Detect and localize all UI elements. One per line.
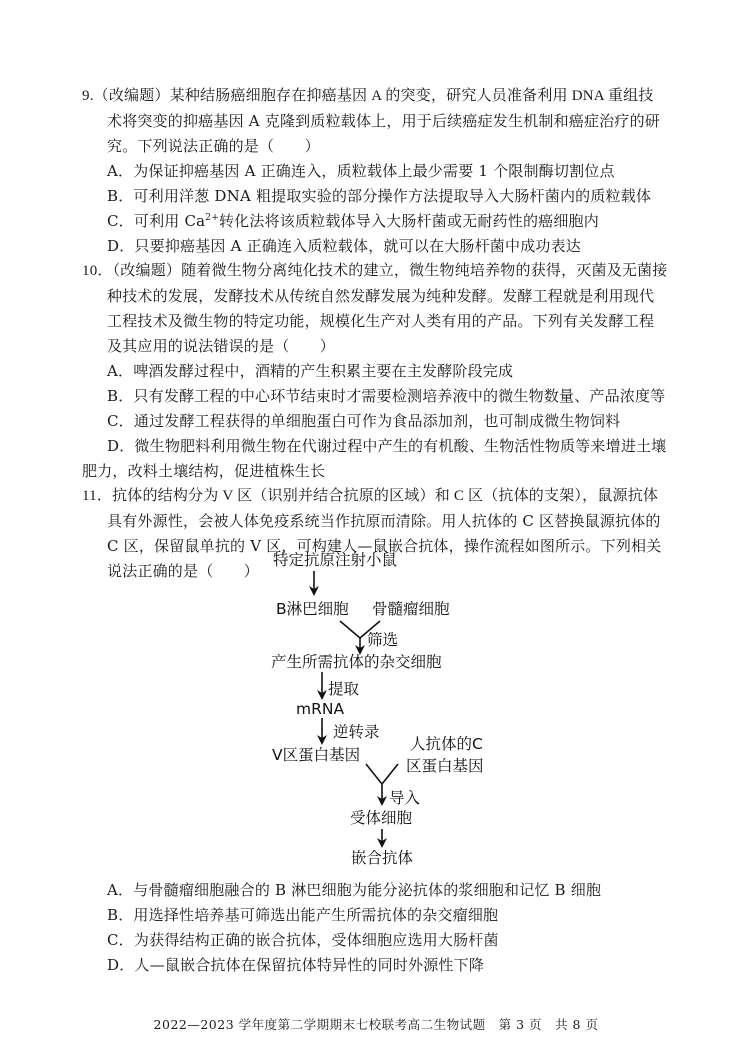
q9-option-c-sup: 2+ — [205, 213, 219, 223]
q11-option-b: B．用选择性培养基可筛选出能产生所需抗体的杂交瘤细胞 — [107, 906, 499, 924]
diagram-mrna: mRNA — [296, 700, 345, 718]
diagram-recipient-cell: 受体细胞 — [350, 809, 413, 827]
q11-line-3: C 区，保留鼠单抗的 V 区，可构建人—鼠嵌合抗体，操作流程如图所示。下列相关 — [107, 537, 662, 555]
q11-line-4: 说法正确的是（ ） — [107, 562, 260, 580]
q9-option-a: A．为保证抑癌基因 A 正确连入，质粒载体上最少需要 1 个限制酶切割位点 — [107, 162, 615, 180]
q9-line-3: 究。下列说法正确的是（ ） — [107, 137, 320, 155]
q9-line-2: 术将突变的抑癌基因 A 克隆到质粒载体上，用于后续癌症发生机制和癌症治疗的研 — [107, 112, 660, 130]
diagram-extract-label: 提取 — [328, 680, 360, 698]
diagram-import-label: 导入 — [389, 789, 421, 807]
diagram-b-cell: B淋巴细胞 — [276, 600, 349, 618]
q11-option-a: A．与骨髓瘤细胞融合的 B 淋巴细胞为能分泌抗体的浆细胞和记忆 B 细胞 — [107, 881, 602, 899]
q9-line-1: 9.（改编题）某种结肠癌细胞存在抑癌基因 A 的突变，研究人员准备利用 DNA 重组技 — [82, 88, 654, 104]
q10-line-3: 工程技术及微生物的特定功能，规模化生产对人类有用的产品。下列有关发酵工程 — [107, 312, 655, 330]
q9-option-b: B．可利用洋葱 DNA 粗提取实验的部分操作方法提取导入大肠杆菌内的质粒载体 — [107, 187, 652, 205]
fork-2-left — [366, 764, 382, 784]
fork-1-left — [340, 621, 360, 638]
q11-line-2: 具有外源性，会被人体免疫系统当作抗原而清除。用人抗体的 C 区替换鼠源抗体的 — [107, 512, 661, 530]
q9-option-d: D．只要抑癌基因 A 正确连入质粒载体，就可以在大肠杆菌中成功表达 — [107, 237, 581, 255]
q10-option-c: C．通过发酵工程获得的单细胞蛋白可作为食品添加剂，也可制成微生物饲料 — [107, 412, 621, 430]
q11-option-d: D．人—鼠嵌合抗体在保留抗体特异性的同时外源性下降 — [107, 956, 485, 974]
fork-2-right — [382, 764, 398, 784]
q10-line-4: 及其应用的说法错误的是（ ） — [107, 337, 336, 355]
q9-option-c-post: 转化法将该质粒载体导入大肠杆菌或无耐药性的癌细胞内 — [218, 212, 599, 230]
diagram-reverse-label: 逆转录 — [333, 723, 380, 741]
diagram-v-gene: V区蛋白基因 — [272, 746, 361, 764]
diagram-step-inject-mouse: 特定抗原注射小鼠 — [273, 551, 398, 569]
q11-line-1: 11．抗体的结构分为 V 区（识别并结合抗原的区域）和 C 区（抗体的支架），鼠源抗体 — [82, 488, 659, 504]
diagram-chimeric-antibody: 嵌合抗体 — [351, 849, 414, 867]
diagram-c-gene-1: 人抗体的C — [410, 735, 483, 753]
q10-option-b: B．只有发酵工程的中心环节结束时才需要检测培养液中的微生物数量、产品浓度等 — [107, 387, 666, 405]
diagram-hybridoma: 产生所需抗体的杂交细胞 — [271, 653, 442, 671]
diagram-screen-label: 筛选 — [367, 631, 399, 649]
q10-line-1: 10．（改编题）随着微生物分离纯化技术的建立，微生物纯培养物的获得，灭菌及无菌接 — [82, 263, 668, 279]
page-footer: 2022—2023 学年度第二学期期末七校联考高二生物试题 第 3 页 共 8 页 — [153, 1017, 599, 1032]
q9-option-c-pre: C．可利用 Ca — [107, 212, 206, 230]
diagram-c-gene-2: 区蛋白基因 — [406, 757, 484, 775]
q10-line-2: 种技术的发展，发酵技术从传统自然发酵发展为纯种发酵。发酵工程就是利用现代 — [107, 287, 655, 305]
diagram-myeloma: 骨髓瘤细胞 — [372, 600, 450, 618]
q10-option-a: A．啤酒发酵过程中，酒精的产生积累主要在主发酵阶段完成 — [107, 362, 514, 380]
q10-option-d-1: D．微生物肥料利用微生物在代谢过程中产生的有机酸、生物活性物质等来增进土壤 — [107, 437, 667, 455]
q10-option-d-2: 肥力，改料土壤结构，促进植株生长 — [82, 462, 326, 480]
q11-option-c: C．为获得结构正确的嵌合抗体，受体细胞应选用大肠杆菌 — [107, 931, 499, 949]
